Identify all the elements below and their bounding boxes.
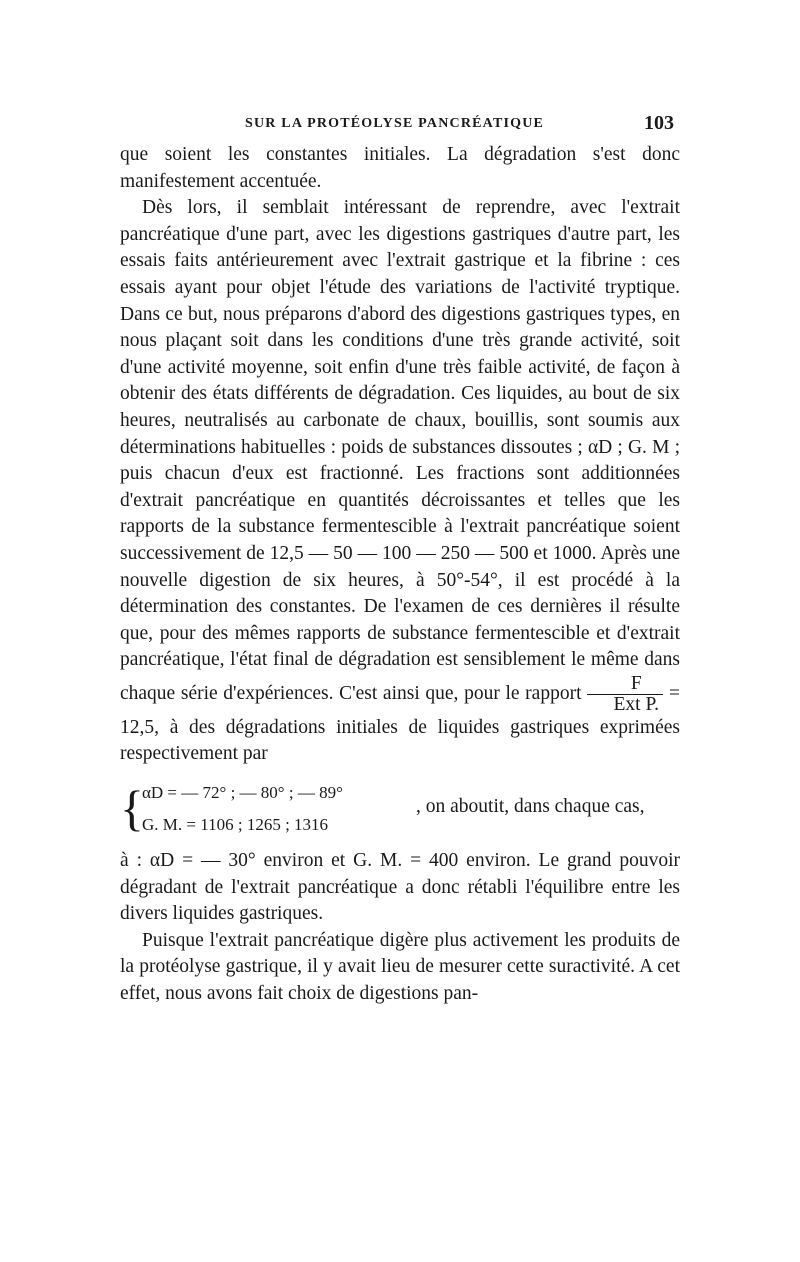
running-title: SUR LA PROTÉOLYSE PANCRÉATIQUE (245, 116, 545, 131)
page-header (120, 112, 680, 142)
paragraph-2-continuation: = 12,5, à des dégradations initiales de liquides gastriques exprimées respectivement par (120, 682, 680, 765)
paragraph-1: que soient les constantes initiales. La dégradation s'est donc manifestement accentuée. (120, 144, 680, 192)
formula-block (120, 778, 680, 844)
body-text (120, 142, 680, 1008)
paragraph-2 (120, 195, 680, 768)
paragraph-3: à : αD = — 30° environ et G. M. = 400 environ. Le grand pouvoir dégradant de l'extrait pancréatique a donc rétabli l'équilibre entre les divers liquides gastriques. (120, 850, 680, 925)
formula-conclusion: , on aboutit, dans chaque cas, (416, 796, 645, 818)
brace-symbol: { (120, 780, 144, 837)
formula-line-gm: G. M. = 1106 ; 1265 ; 1316 (142, 815, 329, 835)
formula-line-alpha: αD = — 72° ; — 80° ; — 89° (142, 783, 343, 803)
fraction-numerator: F (587, 674, 663, 695)
paragraph-2-text: Dès lors, il semblait intéressant de reprendre, avec l'extrait pancréatique d'une part, avec les digestions gastriques d'autre part, les essais faits antérieurement avec l'extrait gastrique et la fibrine : ces essais ayant pour objet l'étude des variations de l'activité tryptique. Dans ce but, nous préparons d'abord des digestions gastriques types, en nous plaçant soit dans les conditions d'une très grande activité, soit d'une activité moyenne, soit enfin d'une très faible activité, de façon à obtenir des états différents de dégradation. Ces liquides, au bout de six heures, neutralisés au carbonate de chaux, bouillis, sont soumis aux déterminations habituelles : poids de substances dissoutes ; αD ; G. M ; puis chacun d'eux est fractionné. Les fractions sont additionnées d'extrait pancréatique en quantités décroissantes et telles que les rapports de la substance fermentescible à l'extrait pancréatique soient successivement de 12,5 — 50 — 100 — 250 — 500 et 1000. Après une nouvelle digestion de six heures, à 50°-54°, il est procédé à la détermination des constantes. De l'examen de ces dernières il résulte que, pour des mêmes rapports de substance fermentescible et d'extrait pancréatique, l'état final de dégradation est sensiblement le même dans chaque série d'expériences. C'est ainsi que, pour le rapport (120, 197, 680, 704)
book-page (120, 112, 680, 1008)
ratio-fraction (587, 674, 663, 715)
paragraph-4: Puisque l'extrait pancréatique digère plus activement les produits de la protéolyse gastrique, il y avait lieu de mesurer cette suractivité. A cet effet, nous avons fait choix de digestions pan- (120, 929, 680, 1005)
fraction-denominator: Ext P. (613, 693, 659, 715)
page-number: 103 (644, 112, 674, 134)
